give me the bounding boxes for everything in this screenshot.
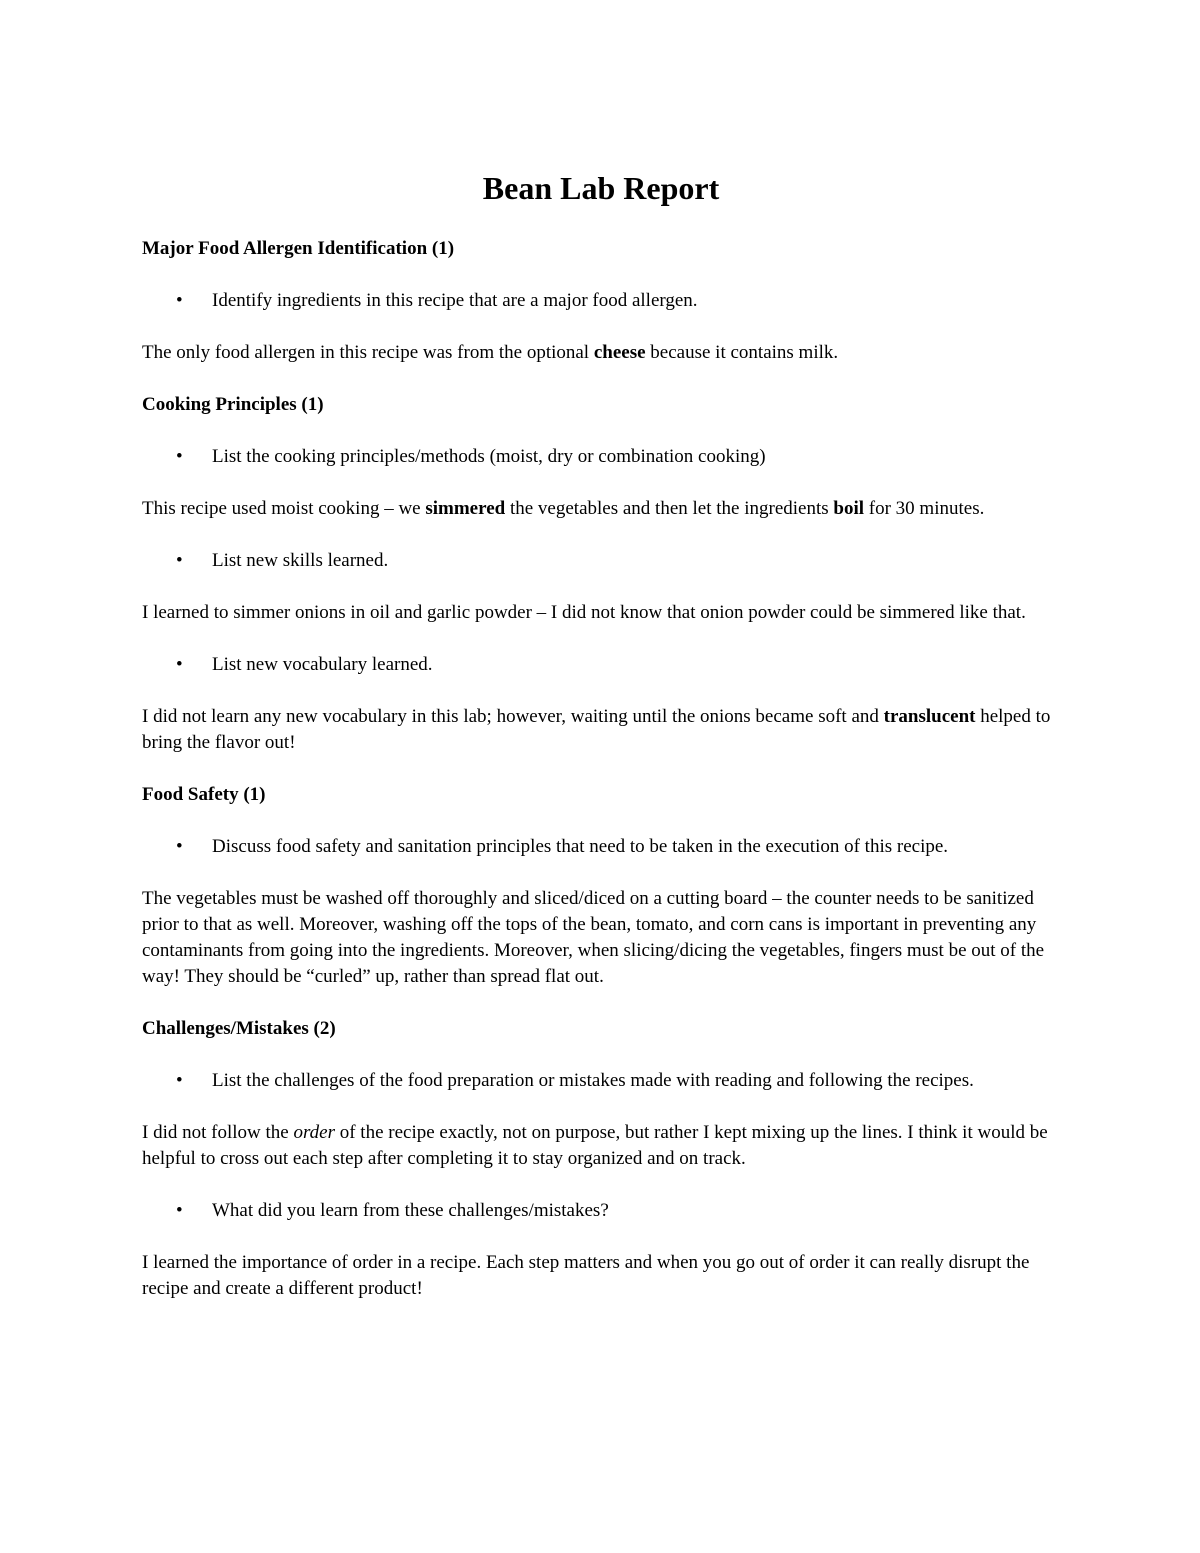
bullet-icon: • bbox=[176, 446, 183, 467]
page-title: Bean Lab Report bbox=[482, 170, 720, 206]
list-item bbox=[176, 1068, 1060, 1094]
bullet-icon: • bbox=[176, 1200, 183, 1221]
list-item bbox=[176, 548, 1060, 574]
section-heading-challenges: Challenges/Mistakes (2) bbox=[142, 1018, 336, 1039]
answer-bold-text: boil bbox=[833, 498, 865, 519]
bullet-icon: • bbox=[176, 550, 183, 571]
answer-bold-text: translucent bbox=[883, 706, 976, 727]
answer-text: This recipe used moist cooking – we bbox=[142, 498, 426, 519]
list-item bbox=[176, 652, 1060, 678]
prompt-text: List the cooking principles/methods (moist, dry or combination cooking) bbox=[212, 446, 766, 467]
answer-paragraph bbox=[142, 496, 1060, 522]
section-heading-safety: Food Safety (1) bbox=[142, 784, 266, 805]
prompt-text: Identify ingredients in this recipe that are a major food allergen. bbox=[212, 290, 698, 311]
prompt-text: List new skills learned. bbox=[212, 550, 389, 571]
answer-paragraph bbox=[142, 340, 1060, 366]
prompt-text: What did you learn from these challenges/mistakes? bbox=[212, 1200, 609, 1221]
prompt-list-skills bbox=[142, 548, 1060, 574]
answer-bold-text: simmered bbox=[425, 498, 506, 519]
answer-paragraph: I learned to simmer onions in oil and garlic powder – I did not know that onion powder could be simmered like that. bbox=[142, 602, 1026, 623]
bullet-icon: • bbox=[176, 1070, 183, 1091]
prompt-list-cooking bbox=[142, 444, 1060, 470]
answer-text: I did not follow the bbox=[142, 1122, 294, 1143]
bullet-icon: • bbox=[176, 290, 183, 311]
bullet-icon: • bbox=[176, 836, 183, 857]
answer-text: for 30 minutes. bbox=[864, 498, 985, 519]
answer-text: helped to bring the flavor out! bbox=[142, 706, 1051, 753]
prompt-list-challenges bbox=[142, 1068, 1060, 1094]
list-item bbox=[176, 1198, 1060, 1224]
prompt-text: List the challenges of the food preparation or mistakes made with reading and following the recipes. bbox=[212, 1070, 974, 1091]
answer-text: I did not learn any new vocabulary in this lab; however, waiting until the onions became soft and bbox=[142, 706, 884, 727]
list-item bbox=[176, 834, 1060, 860]
answer-paragraph: I learned the importance of order in a recipe. Each step matters and when you go out of order it can really disrupt the recipe and create a different product! bbox=[142, 1252, 1030, 1299]
answer-paragraph bbox=[142, 704, 1060, 756]
list-item bbox=[176, 444, 1060, 470]
prompt-list-allergen bbox=[142, 288, 1060, 314]
answer-italic-text: order bbox=[293, 1122, 335, 1143]
prompt-list-vocabulary bbox=[142, 652, 1060, 678]
prompt-text: List new vocabulary learned. bbox=[212, 654, 433, 675]
section-heading-cooking: Cooking Principles (1) bbox=[142, 394, 324, 415]
answer-paragraph: The vegetables must be washed off thoroughly and sliced/diced on a cutting board – the counter needs to be sanitized prior to that as well. Moreover, washing off the tops of the bean, tomato, and corn cans is important in preventing any contaminants from going into the ingredients. Moreover, when slicing/dicing the vegetables, fingers must be out of the way! They should be “curled” up, rather than spread flat out. bbox=[142, 888, 1045, 987]
list-item bbox=[176, 288, 1060, 314]
section-heading-allergen: Major Food Allergen Identification (1) bbox=[142, 238, 455, 259]
answer-paragraph bbox=[142, 1120, 1060, 1172]
answer-text: The only food allergen in this recipe was from the optional bbox=[142, 342, 594, 363]
answer-bold-text: cheese bbox=[593, 342, 646, 363]
answer-text: the vegetables and then let the ingredients bbox=[505, 498, 834, 519]
prompt-text: Discuss food safety and sanitation principles that need to be taken in the execution of this recipe. bbox=[212, 836, 949, 857]
prompt-list-learned bbox=[142, 1198, 1060, 1224]
answer-text: because it contains milk. bbox=[645, 342, 839, 363]
bullet-icon: • bbox=[176, 654, 183, 675]
prompt-list-safety bbox=[142, 834, 1060, 860]
answer-text: of the recipe exactly, not on purpose, but rather I kept mixing up the lines. I think it would be helpful to cross out each step after completing it to stay organized and on track. bbox=[142, 1122, 1048, 1169]
